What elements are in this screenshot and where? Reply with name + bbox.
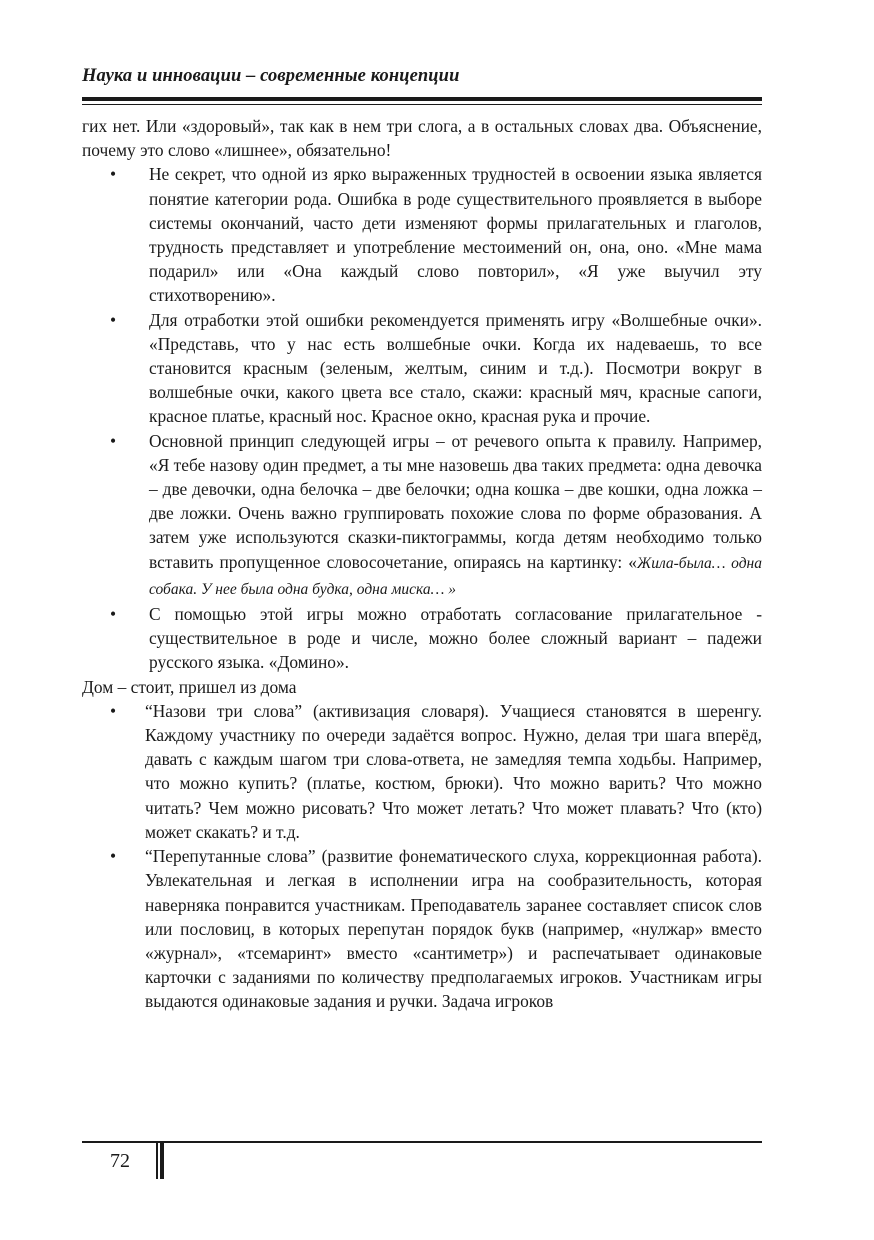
bullet-icon: •: [110, 309, 117, 330]
list-item: [82, 308, 762, 429]
list-item: [82, 699, 762, 844]
page-number: 72: [110, 1150, 130, 1172]
page-body: [82, 114, 762, 1014]
footer-bar: [160, 1143, 164, 1179]
list-item-text: “Назови три слова” (активизация словаря). Учащиеся становятся в шеренгу. Каждому участнику по очереди задаётся вопрос. Нужно, делая три шага вперёд, давать с каждым шагом три слова-ответа, не замедляя темпа ходьбы. Например, что можно купить? (платье, костюм, брюки). Что можно варить? Что можно читать? Чем можно рисовать? Что может летать? Что может плавать? Что (кто) может скакать? и т.д.: [145, 700, 762, 842]
header-rule-thick: [82, 97, 762, 101]
bullet-icon: •: [110, 604, 117, 625]
list-item-text: “Перепутанные слова” (развитие фонематического слуха, коррекционная работа). Увлекательная и легкая в исполнении игра на сообразительность, которая наверняка понравится участникам. Преподаватель заранее составляет список слов или пословиц, в которых перепутан порядок букв (например, «нулжар» вместо «журнал», «тсемаринт» вместо «сантиметр») и распечатывает одинаковые карточки с заданиями по количеству предполагаемых игроков. Участникам игры выдаются одинаковые задания и ручки. Задача игроков: [145, 846, 762, 1012]
list-item-italic-text: Жила-была… одна собака. У нее была одна будка, одна миска… »: [149, 554, 762, 598]
running-header: [82, 66, 762, 87]
list-item: [82, 844, 762, 1013]
header-title: Наука и инновации – современные концепции: [82, 66, 460, 86]
list-item-text: Для отработки этой ошибки рекомендуется применять игру «Волшебные очки». «Представь, что у нас есть волшебные очки. Когда их надеваешь, то все становится красным (зеленым, желтым, синим и т.д.). Посмотри вокруг в волшебные очки, какого цвета все стало, скажи: красный мяч, красные сапоги, красное платье, красный нос. Красное окно, красная рука и прочие.: [149, 309, 762, 427]
list-item-text: Основной принцип следующей игры – от речевого опыта к правилу. Например, «Я тебе назову один предмет, а ты мне назовешь два таких предмета: одна девочка – две девочки, одна белочка – две белочки; одна кошка – две кошки, одна ложка – две ложки. Очень важно группировать похожие слова по форме образования. А затем уже используются сказки-пиктограммы, когда детям необходимо только вставить пропущенное словосочетание, опираясь на картинку: «: [149, 430, 762, 572]
list-item: [82, 429, 762, 602]
plain-paragraph: Дом – стоит, пришел из дома: [82, 676, 297, 697]
bullet-icon: •: [110, 164, 117, 185]
bullet-icon: •: [110, 430, 117, 451]
list-item-text: С помощью этой игры можно отработать согласование прилагательное - существительное в роде и числе, можно более сложный вариант – падежи русского языка. «Домино».: [149, 604, 762, 673]
list-item: [82, 602, 762, 675]
intro-paragraph: гих нет. Или «здоровый», так как в нем три слога, а в остальных словах два. Объяснение, почему это слово «лишнее», обязательно!: [82, 116, 762, 161]
list-item-text: Не секрет, что одной из ярко выраженных трудностей в освоении языка является понятие категории рода. Ошибка в роде существительного проявляется в выборе системы окончаний, часто дети изменяют формы прилагательных и глаголов, трудность представляет и употребление местоимений он, она, оно. «Мне мама подарил» или «Она каждый слово повторил», «Я уже выучил эту стихотворению».: [149, 164, 762, 306]
bullet-icon: •: [110, 846, 117, 867]
list-item: [82, 162, 762, 307]
footer-bar: [156, 1143, 158, 1179]
footer-rule: [82, 1141, 762, 1143]
bullet-icon: •: [110, 700, 117, 721]
header-rule-thin: [82, 104, 762, 105]
